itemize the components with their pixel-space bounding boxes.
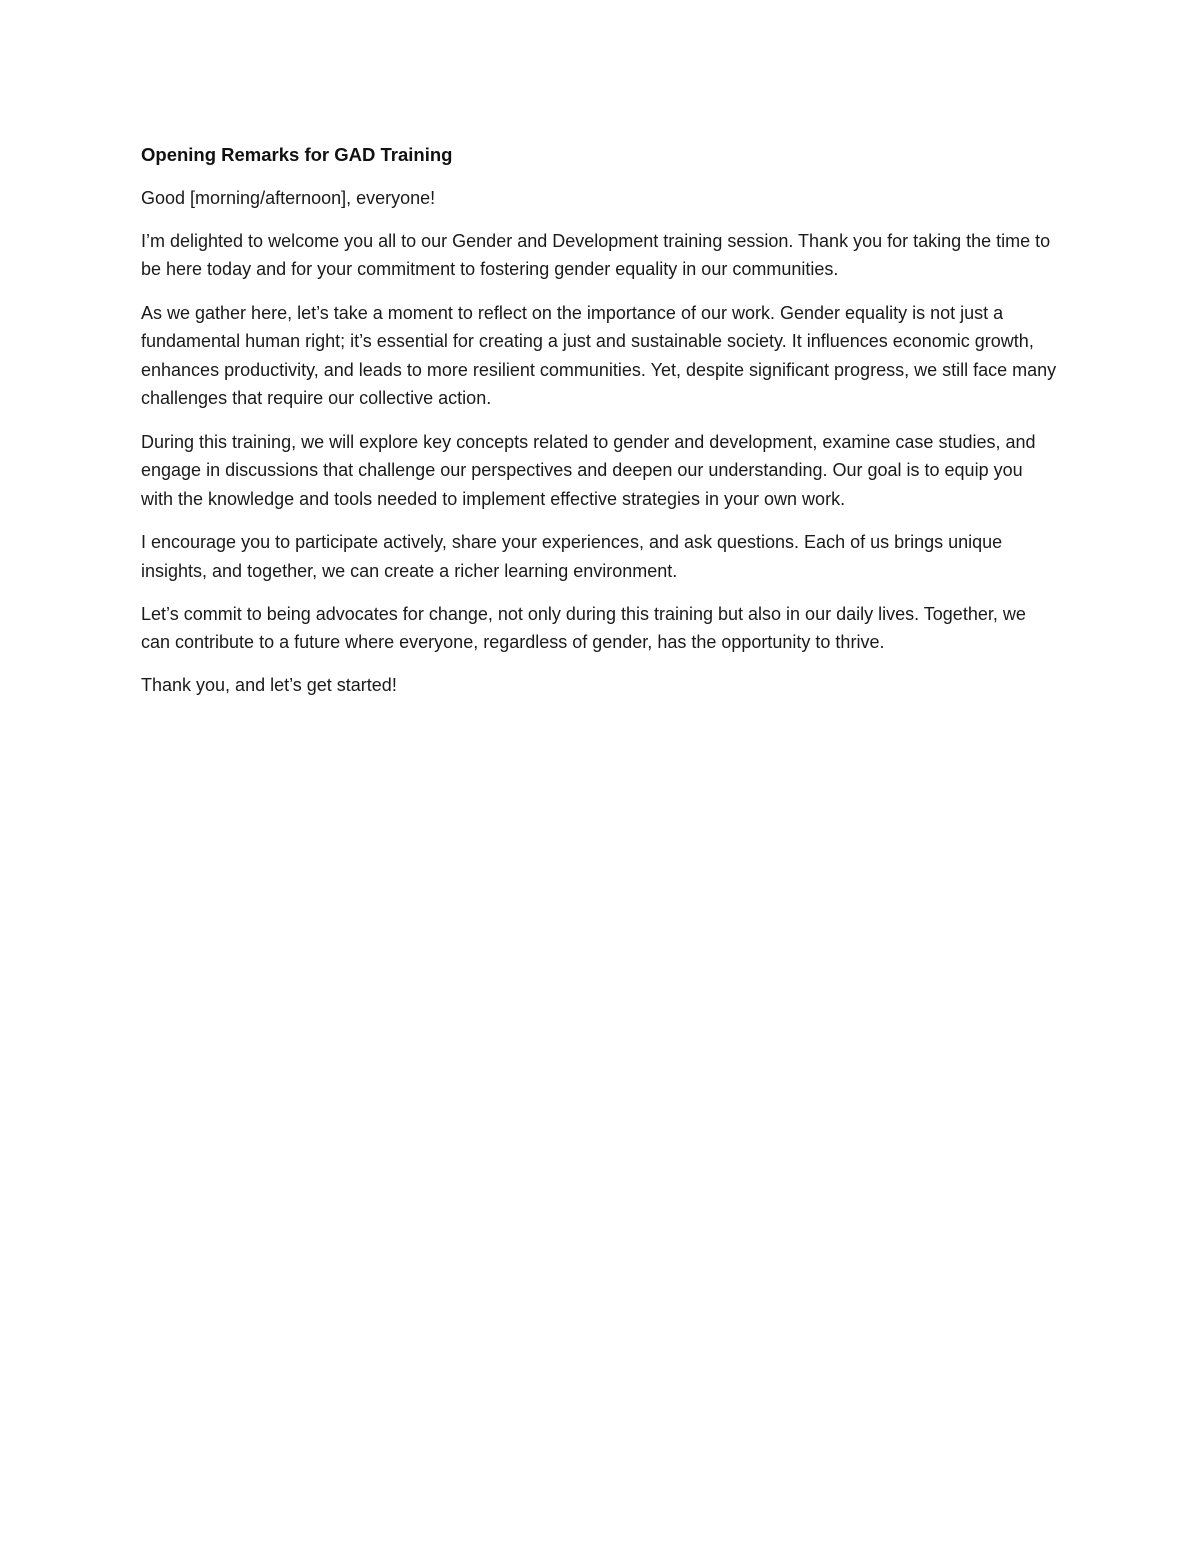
- document-title: Opening Remarks for GAD Training: [141, 144, 453, 165]
- paragraph-closing: Thank you, and let’s get started!: [141, 675, 397, 696]
- paragraph-participation: I encourage you to participate actively, share your experiences, and ask questions. Each of us brings unique insights, and together, we can create a richer learning environment.: [141, 531, 1003, 581]
- paragraph-commitment: Let’s commit to being advocates for change, not only during this training but also in our daily lives. Together, we can contribute to a future where everyone, regardless of gender, has the opportunity to thrive.: [141, 603, 1026, 653]
- paragraph-welcome: I’m delighted to welcome you all to our Gender and Development training session. Thank you for taking the time to be here today and for your commitment to fostering gender equality in our communities.: [141, 230, 1051, 280]
- paragraph-greeting: Good [morning/afternoon], everyone!: [141, 187, 436, 208]
- paragraph-importance: As we gather here, let’s take a moment to reflect on the importance of our work. Gender equality is not just a fundamental human right; it’s essential for creating a just and sustainable society. It influences economic growth, enhances productivity, and leads to more resilient communities. Yet, despite significant progress, we still face many challenges that require our collective action.: [141, 302, 1057, 409]
- paragraph-training-overview: During this training, we will explore key concepts related to gender and development, examine case studies, and engage in discussions that challenge our perspectives and deepen our understanding. Our goal is to equip you with the knowledge and tools needed to implement effective strategies in your own work.: [141, 431, 1036, 509]
- document-body: [141, 141, 1059, 715]
